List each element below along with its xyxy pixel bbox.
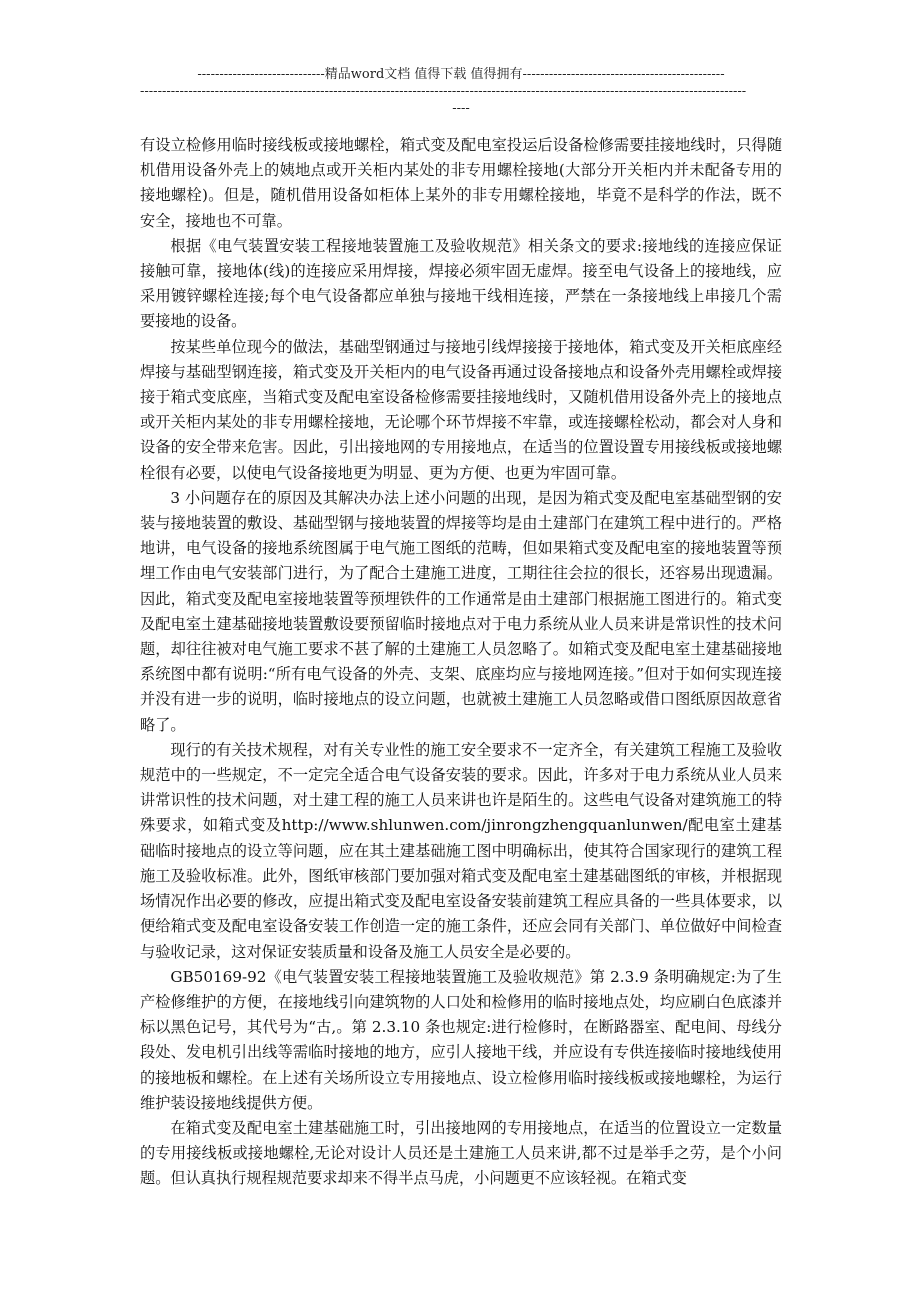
header-line-2: ------------------------------------------------------------------------------------------------------------------------------------------	[140, 84, 747, 99]
paragraph-7: 在箱式变及配电室土建基础施工时，引出接地网的专用接地点，在适当的位置设立一定数量的专用接线板或接地螺栓,无论对设计人员还是土建施工人员来讲,都不过是举手之劳，是个小问题。但认真执行规程规范要求却来不得半点马虎，小问题更不应该轻视。在箱式变	[140, 1118, 782, 1188]
paragraph-6: GB50169-92《电气装置安装工程接地装置施工及验收规范》第 2.3.9 条明确规定:为了生产检修维护的方便，在接地线引向建筑物的人口处和检修用的临时接地点处，均应刷白色底漆并标以黑色记号，其代号为“古,。第 2.3.10 条也规定:进行检修时，在断路器室、配电间、母线分段处、发电机引出线等需临时接地的地方，应引人接地干线，并应设有专供连接临时接地线使用的接地板和螺栓。在上述有关场所设立专用接地点、设立检修用临时接线板或接地螺栓，为运行维护装设接地线提供方便。	[140, 967, 782, 1112]
header-line-3: ----	[452, 101, 470, 116]
paragraph-4: 3 小问题存在的原因及其解决办法上述小问题的出现，是因为箱式变及配电室基础型钢的安装与接地装置的敷设、基础型钢与接地装置的焊接等均是由土建部门在建筑工程中进行的。严格地讲，电气设备的接地系统图属于电气施工图纸的范畴，但如果箱式变及配电室的接地装置等预埋工作由电气安装部门进行，为了配合土建施工进度，工期往往会拉的很长，还容易出现遗漏。因此，箱式变及配电室接地装置等预埋铁件的工作通常是由土建部门根据施工图进行的。箱式变及配电室土建基础接地装置敷设要预留临时接地点对于电力系统从业人员来讲是常识性的技术问题，却往往被对电气施工要求不甚了解的土建施工人员忽略了。如箱式变及配电室土建基础接地系统图中都有说明:“所有电气设备的外壳、支架、底座均应与接地网连接。”但对于如何实现连接并没有进一步的说明，临时接地点的设立问题，也就被土建施工人员忽略或借口图纸原因故意省略了。	[140, 488, 782, 734]
document-body	[140, 133, 782, 1192]
paragraph-2: 根据《电气装置安装工程接地装置施工及验收规范》相关条文的要求:接地线的连接应保证接触可靠，接地体(线)的连接应采用焊接，焊接必须牢固无虚焊。接至电气设备上的接地线，应采用镀锌螺栓连接;每个电气设备都应单独与接地干线相连接，严禁在一条接地线上串接几个需要接地的设备。	[140, 236, 782, 331]
paragraph-3: 按某些单位现今的做法，基础型钢通过与接地引线焊接接于接地体，箱式变及开关柜底座经焊接与基础型钢连接，箱式变及开关柜内的电气设备再通过设备接地点和设备外壳用螺栓或焊接接于箱式变底座，当箱式变及配电室设备检修需要挂接地线时，又随机借用设备外壳上的接地点或开关柜内某处的非专用螺栓接地，无论哪个环节焊接不牢靠，或连接螺栓松动，都会对人身和设备的安全带来危害。因此，引出接地网的专用接地点，在适当的位置设置专用接线板或接地螺栓很有必要，以使电气设备接地更为明显、更为方便、也更为牢固可靠。	[140, 337, 782, 482]
paragraph-1: 有设立检修用临时接线板或接地螺栓，箱式变及配电室投运后设备检修需要挂接地线时，只得随机借用设备外壳上的姨地点或开关柜内某处的非专用螺栓接地(大部分开关柜内并未配备专用的接地螺栓)。但是，随机借用设备如柜体上某外的非专用螺栓接地，毕竟不是科学的作法，既不安全，接地也不可靠。	[140, 136, 782, 230]
header-line-1: -----------------------------精品word文档 值得下载 值得拥有----------------------------------------------	[197, 67, 725, 82]
paragraph-5: 现行的有关技术规程，对有关专业性的施工安全要求不一定齐全，有关建筑工程施工及验收规范中的一些规定，不一定完全适合电气设备安装的要求。因此，许多对于电力系统从业人员来讲常识性的技术问题，对土建工程的施工人员来讲也许是陌生的。这些电气设备对建筑施工的特殊要求，如箱式变及http://www.shlunwen.com/jinrongzhengquanlunwen/配电室土建基础临时接地点的设立等问题，应在其土建基础施工图中明确标出，使其符合国家现行的建筑工程施工及验收标准。此外，图纸审核部门要加强对箱式变及配电室土建基础图纸的审核，并根据现场情况作出必要的修改，应提出箱式变及配电室设备安装前建筑工程应具备的一些具体要求，以便给箱式变及配电室设备安装工作创造一定的施工条件，还应会同有关部门、单位做好中间检查与验收记录，这对保证安装质量和设备及施工人员安全是必要的。	[140, 740, 782, 961]
page-header	[140, 66, 782, 117]
